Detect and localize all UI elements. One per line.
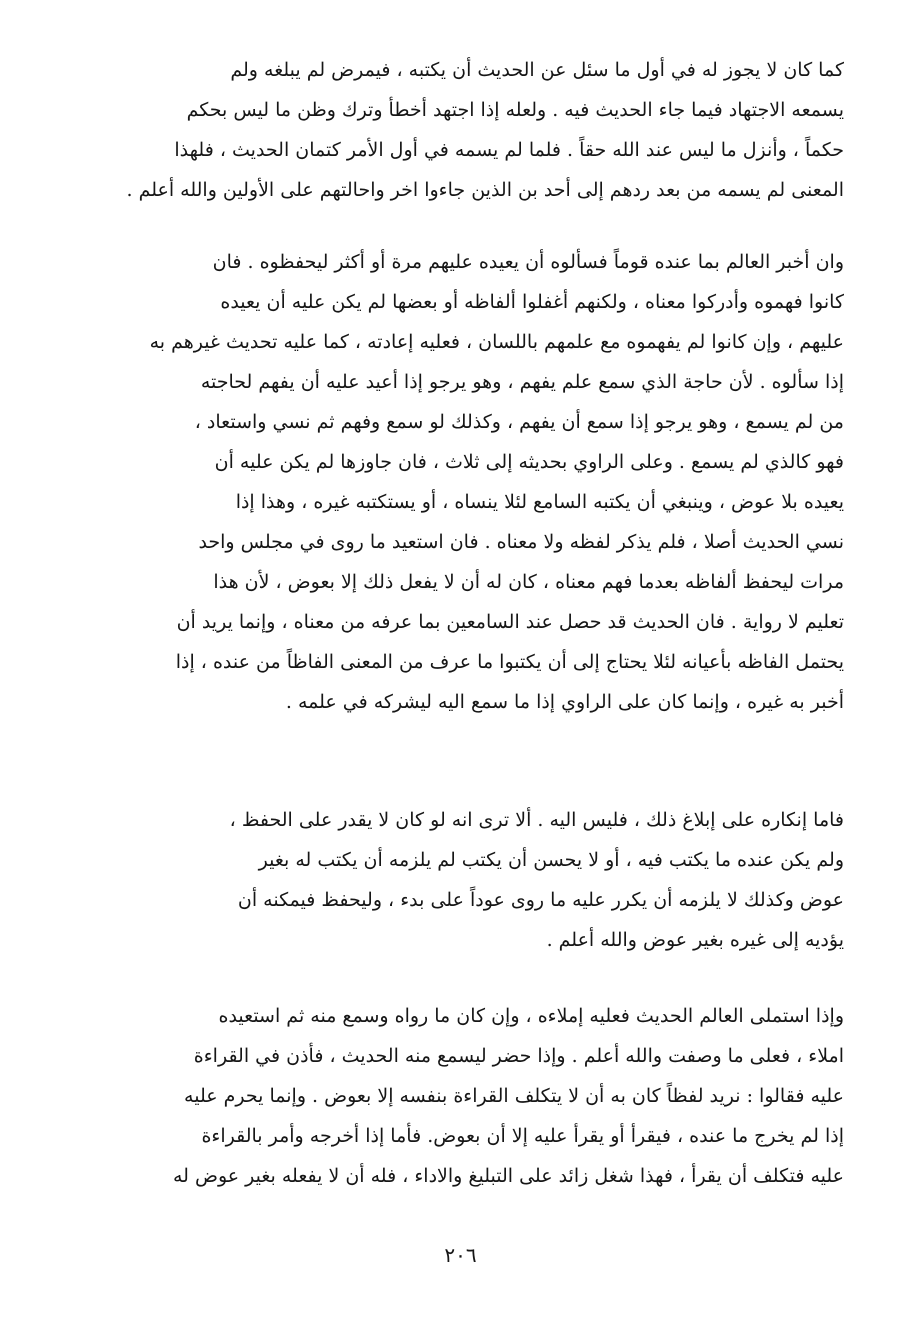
text-line: عليه فتكلف أن يقرأ ، فهذا شغل زائد على التبليغ والاداء ، فله أن لا يفعله بغير عوض له <box>172 1165 844 1187</box>
text-line: نسي الحديث أصلا ، فلم يذكر لفظه ولا معناه . فان استعيد ما روى في مجلس واحد <box>198 531 844 553</box>
paragraph-2 <box>74 242 844 722</box>
text-line: كانوا فهموه وأدركوا معناه ، ولكنهم أغفلوا ألفاظه أو بعضها لم يكن عليه أن يعيده <box>220 291 844 313</box>
text-line: ولم يكن عنده ما يكتب فيه ، أو لا يحسن أن يكتب لم يلزمه أن يكتب له بغير <box>258 849 844 871</box>
text-line: أخبر به غيره ، وإنما كان على الراوي إذا ما سمع اليه ليشركه في علمه . <box>285 691 844 713</box>
text-line: يسمعه الاجتهاد فيما جاء الحديث فيه . ولعله إذا اجتهد أخطأ وترك وظن ما ليس بحكم <box>186 99 844 121</box>
text-line: فهو كالذي لم يسمع . وعلى الراوي بحديثه إلى ثلاث ، فان جاوزها لم يكن عليه أن <box>214 451 844 473</box>
text-line: يعيده بلا عوض ، وينبغي أن يكتبه السامع لئلا ينساه ، أو يستكتبه غيره ، وهذا إذا <box>235 491 844 513</box>
paragraph-3 <box>74 800 844 960</box>
paragraph-4 <box>74 996 844 1196</box>
text-line: من لم يسمع ، وهو يرجو إذا سمع أن يفهم ، وكذلك لو سمع وفهم ثم نسي واستعاد ، <box>194 411 844 433</box>
text-line: تعليم لا رواية . فان الحديث قد حصل عند السامعين بما عرفه من معناه ، وإنما يريد أن <box>176 611 844 633</box>
text-line: عليه فقالوا : نريد لفظاً كان به أن لا يتكلف القراءة بنفسه إلا بعوض . وإنما يحرم عليه <box>184 1085 844 1107</box>
paragraph-1 <box>74 50 844 210</box>
text-line: املاء ، فعلى ما وصفت والله أعلم . وإذا حضر ليسمع منه الحديث ، فأذن في القراءة <box>193 1045 844 1067</box>
page-number: ٢٠٦ <box>444 1243 477 1267</box>
text-line: مرات ليحفظ ألفاظه بعدما فهم معناه ، كان له أن لا يفعل ذلك إلا بعوض ، لأن هذا <box>213 571 844 593</box>
text-line: إذا سألوه . لأن حاجة الذي سمع علم يفهم ، وهو يرجو إذا أعيد عليه أن يفهم لحاجته <box>200 371 844 393</box>
text-line: فاما إنكاره على إبلاغ ذلك ، فليس اليه . ألا ترى انه لو كان لا يقدر على الحفظ ، <box>229 809 844 831</box>
text-line: يحتمل الفاظه بأعيانه لئلا يحتاج إلى أن يكتبوا ما عرف من المعنى الفاظاً من عنده ، إذا <box>175 651 844 673</box>
text-line: عليهم ، وإن كانوا لم يفهموه مع علمهم باللسان ، فعليه إعادته ، كما عليه تحديث غيرهم به <box>149 331 844 353</box>
text-line: إذا لم يخرج ما عنده ، فيقرأ أو يقرأ عليه إلا أن بعوض. فأما إذا أخرجه وأمر بالقراءة <box>201 1125 844 1147</box>
text-line: وإذا استملى العالم الحديث فعليه إملاءه ، وإن كان ما رواه وسمع منه ثم استعيده <box>218 1005 844 1027</box>
text-line: يؤديه إلى غيره بغير عوض والله أعلم . <box>546 929 844 951</box>
text-line: كما كان لا يجوز له في أول ما سئل عن الحديث أن يكتبه ، فيمرض لم يبلغه ولم <box>230 59 844 81</box>
text-line: المعنى لم يسمه من بعد ردهم إلى أحد بن الذين جاءوا اخر واحالتهم على الأولين والله أعلم . <box>126 179 844 201</box>
text-line: عوض وكذلك لا يلزمه أن يكرر عليه ما روى عوداً على بدء ، وليحفظ فيمكنه أن <box>237 889 844 911</box>
text-line: حكماً ، وأنزل ما ليس عند الله حقاً . فلما لم يسمه في أول الأمر كتمان الحديث ، فلهذا <box>174 139 844 161</box>
text-line: وان أخبر العالم بما عنده قوماً فسألوه أن يعيده عليهم مرة أو أكثر ليحفظوه . فان <box>212 251 844 273</box>
